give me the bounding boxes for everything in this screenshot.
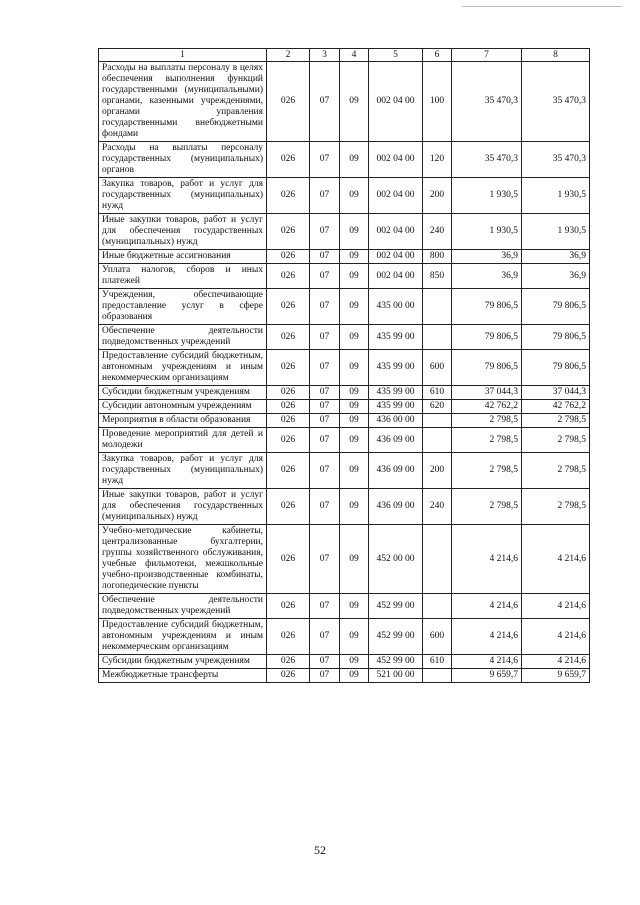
row-name: Уплата налогов, сборов и иных платежей [99,264,267,289]
row-amount-col7: 79 806,5 [452,350,522,386]
row-code-expense-type: 200 [423,453,452,489]
row-code-expense-type: 600 [423,619,452,655]
row-name: Расходы на выплаты персоналу в целях обеспечения выполнения функций государственными (муниципальными) органами, казенными учреждениями, органами управления государственными внебюджетными фондами [99,62,267,142]
row-amount-col8: 79 806,5 [522,289,590,325]
row-code-ministry: 026 [267,350,310,386]
row-amount-col7: 37 044,3 [452,386,522,400]
table-body [99,62,590,683]
row-code-section: 07 [310,655,340,669]
row-code-ministry: 026 [267,386,310,400]
table-row [99,214,590,250]
row-code-target: 436 09 00 [369,489,423,525]
row-code-ministry: 026 [267,289,310,325]
row-code-expense-type: 120 [423,142,452,178]
table-row [99,428,590,453]
row-code-target: 002 04 00 [369,250,423,264]
table-row [99,386,590,400]
row-code-subsection: 09 [340,594,369,619]
row-code-section: 07 [310,414,340,428]
table-row [99,350,590,386]
row-code-subsection: 09 [340,350,369,386]
table-row [99,525,590,594]
row-amount-col8: 36,9 [522,264,590,289]
row-code-ministry: 026 [267,619,310,655]
row-amount-col8: 2 798,5 [522,414,590,428]
row-code-subsection: 09 [340,428,369,453]
row-code-expense-type: 240 [423,489,452,525]
row-code-target: 002 04 00 [369,62,423,142]
row-amount-col8: 4 214,6 [522,594,590,619]
row-code-subsection: 09 [340,619,369,655]
row-amount-col8: 79 806,5 [522,325,590,350]
column-header: 3 [310,49,340,62]
table-row [99,414,590,428]
table-row [99,400,590,414]
row-name: Субсидии автономным учреждениям [99,400,267,414]
row-name: Иные бюджетные ассигнования [99,250,267,264]
row-amount-col7: 4 214,6 [452,594,522,619]
row-amount-col8: 2 798,5 [522,428,590,453]
row-amount-col7: 42 762,2 [452,400,522,414]
row-code-expense-type: 200 [423,178,452,214]
table-row [99,669,590,683]
row-code-subsection: 09 [340,264,369,289]
row-code-ministry: 026 [267,453,310,489]
row-code-section: 07 [310,400,340,414]
row-code-target: 435 99 00 [369,400,423,414]
row-code-target: 002 04 00 [369,264,423,289]
row-amount-col8: 36,9 [522,250,590,264]
table-row [99,453,590,489]
row-code-ministry: 026 [267,250,310,264]
row-code-subsection: 09 [340,414,369,428]
table-row [99,142,590,178]
row-code-expense-type: 240 [423,214,452,250]
row-amount-col7: 4 214,6 [452,655,522,669]
budget-table [98,48,590,683]
column-header: 5 [369,49,423,62]
row-code-target: 452 99 00 [369,594,423,619]
row-name: Обеспечение деятельности подведомственных учреждений [99,594,267,619]
row-amount-col7: 2 798,5 [452,453,522,489]
row-amount-col8: 4 214,6 [522,525,590,594]
row-amount-col8: 37 044,3 [522,386,590,400]
row-code-target: 435 99 00 [369,386,423,400]
row-amount-col7: 9 659,7 [452,669,522,683]
row-code-expense-type: 620 [423,400,452,414]
row-code-subsection: 09 [340,400,369,414]
row-code-ministry: 026 [267,489,310,525]
row-amount-col8: 1 930,5 [522,214,590,250]
row-code-target: 435 00 00 [369,289,423,325]
column-header: 6 [423,49,452,62]
row-amount-col7: 36,9 [452,250,522,264]
row-code-expense-type: 850 [423,264,452,289]
row-code-ministry: 026 [267,414,310,428]
row-code-ministry: 026 [267,594,310,619]
row-code-section: 07 [310,325,340,350]
row-code-ministry: 026 [267,325,310,350]
row-code-target: 436 09 00 [369,453,423,489]
row-code-expense-type [423,594,452,619]
row-code-expense-type: 610 [423,386,452,400]
row-name: Обеспечение деятельности подведомственных учреждений [99,325,267,350]
row-amount-col7: 4 214,6 [452,525,522,594]
row-code-target: 002 04 00 [369,214,423,250]
row-code-subsection: 09 [340,669,369,683]
row-amount-col7: 4 214,6 [452,619,522,655]
row-amount-col8: 35 470,3 [522,142,590,178]
row-code-subsection: 09 [340,289,369,325]
row-name: Межбюджетные трансферты [99,669,267,683]
row-amount-col7: 35 470,3 [452,62,522,142]
row-amount-col8: 42 762,2 [522,400,590,414]
row-name: Закупка товаров, работ и услуг для государственных (муниципальных) нужд [99,453,267,489]
row-name: Предоставление субсидий бюджетным, автономным учреждениям и иным некоммерческим организациям [99,350,267,386]
row-code-expense-type: 800 [423,250,452,264]
row-code-ministry: 026 [267,62,310,142]
row-code-ministry: 026 [267,178,310,214]
table-row [99,619,590,655]
row-code-section: 07 [310,350,340,386]
row-code-subsection: 09 [340,214,369,250]
row-amount-col8: 9 659,7 [522,669,590,683]
table-row [99,325,590,350]
table-row [99,62,590,142]
row-code-section: 07 [310,619,340,655]
column-header: 1 [99,49,267,62]
row-code-target: 435 99 00 [369,350,423,386]
row-code-subsection: 09 [340,489,369,525]
row-code-expense-type [423,669,452,683]
row-amount-col7: 79 806,5 [452,289,522,325]
row-code-ministry: 026 [267,400,310,414]
table-row [99,264,590,289]
row-code-section: 07 [310,289,340,325]
row-code-subsection: 09 [340,62,369,142]
row-code-subsection: 09 [340,325,369,350]
page-number: 52 [314,843,326,857]
row-code-section: 07 [310,386,340,400]
row-amount-col7: 79 806,5 [452,325,522,350]
row-name: Субсидии бюджетным учреждениям [99,655,267,669]
row-code-section: 07 [310,264,340,289]
row-amount-col7: 36,9 [452,264,522,289]
table-header-row [99,49,590,62]
row-amount-col8: 2 798,5 [522,453,590,489]
row-amount-col7: 2 798,5 [452,428,522,453]
column-header: 4 [340,49,369,62]
row-code-expense-type [423,525,452,594]
row-amount-col8: 4 214,6 [522,655,590,669]
row-name: Учебно-методические кабинеты, централизованные бухгалтерии, группы хозяйственного обслуживания, учебные фильмотеки, межшкольные учебно-производственные комбинаты, логопедические пункты [99,525,267,594]
row-amount-col8: 2 798,5 [522,489,590,525]
row-code-ministry: 026 [267,428,310,453]
row-code-subsection: 09 [340,178,369,214]
row-code-section: 07 [310,669,340,683]
row-name: Субсидии бюджетным учреждениям [99,386,267,400]
row-code-subsection: 09 [340,453,369,489]
row-name: Иные закупки товаров, работ и услуг для обеспечения государственных (муниципальных) нужд [99,489,267,525]
row-amount-col8: 1 930,5 [522,178,590,214]
row-code-target: 452 99 00 [369,655,423,669]
row-code-target: 002 04 00 [369,178,423,214]
row-code-target: 521 00 00 [369,669,423,683]
row-amount-col8: 79 806,5 [522,350,590,386]
row-amount-col7: 1 930,5 [452,178,522,214]
row-code-target: 435 99 00 [369,325,423,350]
row-code-target: 436 09 00 [369,428,423,453]
row-amount-col8: 35 470,3 [522,62,590,142]
table-row [99,489,590,525]
row-code-section: 07 [310,214,340,250]
column-header: 2 [267,49,310,62]
row-code-section: 07 [310,525,340,594]
row-code-section: 07 [310,250,340,264]
row-amount-col7: 35 470,3 [452,142,522,178]
row-amount-col7: 2 798,5 [452,414,522,428]
row-name: Предоставление субсидий бюджетным, автономным учреждениям и иным некоммерческим организациям [99,619,267,655]
scan-edge-line [462,6,622,7]
row-code-subsection: 09 [340,655,369,669]
row-name: Мероприятия в области образования [99,414,267,428]
row-code-target: 436 00 00 [369,414,423,428]
row-code-expense-type: 600 [423,350,452,386]
row-code-expense-type: 610 [423,655,452,669]
table-row [99,594,590,619]
row-name: Расходы на выплаты персоналу государственных (муниципальных) органов [99,142,267,178]
row-code-target: 002 04 00 [369,142,423,178]
row-code-target: 452 99 00 [369,619,423,655]
row-amount-col8: 4 214,6 [522,619,590,655]
row-code-subsection: 09 [340,142,369,178]
column-header: 8 [522,49,590,62]
table-row [99,655,590,669]
row-code-expense-type: 100 [423,62,452,142]
row-code-ministry: 026 [267,214,310,250]
row-code-subsection: 09 [340,250,369,264]
row-code-section: 07 [310,453,340,489]
row-amount-col7: 1 930,5 [452,214,522,250]
row-code-section: 07 [310,594,340,619]
row-code-ministry: 026 [267,525,310,594]
row-code-ministry: 026 [267,264,310,289]
row-code-ministry: 026 [267,655,310,669]
row-name: Закупка товаров, работ и услуг для государственных (муниципальных) нужд [99,178,267,214]
row-name: Учреждения, обеспечивающие предоставление услуг в сфере образования [99,289,267,325]
row-code-subsection: 09 [340,525,369,594]
row-code-section: 07 [310,178,340,214]
row-name: Иные закупки товаров, работ и услуг для обеспечения государственных (муниципальных) нужд [99,214,267,250]
table-row [99,289,590,325]
row-code-ministry: 026 [267,669,310,683]
table-row [99,250,590,264]
row-code-section: 07 [310,428,340,453]
row-code-expense-type [423,414,452,428]
row-name: Проведение мероприятий для детей и молодежи [99,428,267,453]
row-code-section: 07 [310,142,340,178]
row-code-expense-type [423,289,452,325]
row-code-expense-type [423,428,452,453]
row-code-section: 07 [310,489,340,525]
row-amount-col7: 2 798,5 [452,489,522,525]
row-code-ministry: 026 [267,142,310,178]
table-row [99,178,590,214]
row-code-subsection: 09 [340,386,369,400]
row-code-section: 07 [310,62,340,142]
column-header: 7 [452,49,522,62]
row-code-target: 452 00 00 [369,525,423,594]
row-code-expense-type [423,325,452,350]
